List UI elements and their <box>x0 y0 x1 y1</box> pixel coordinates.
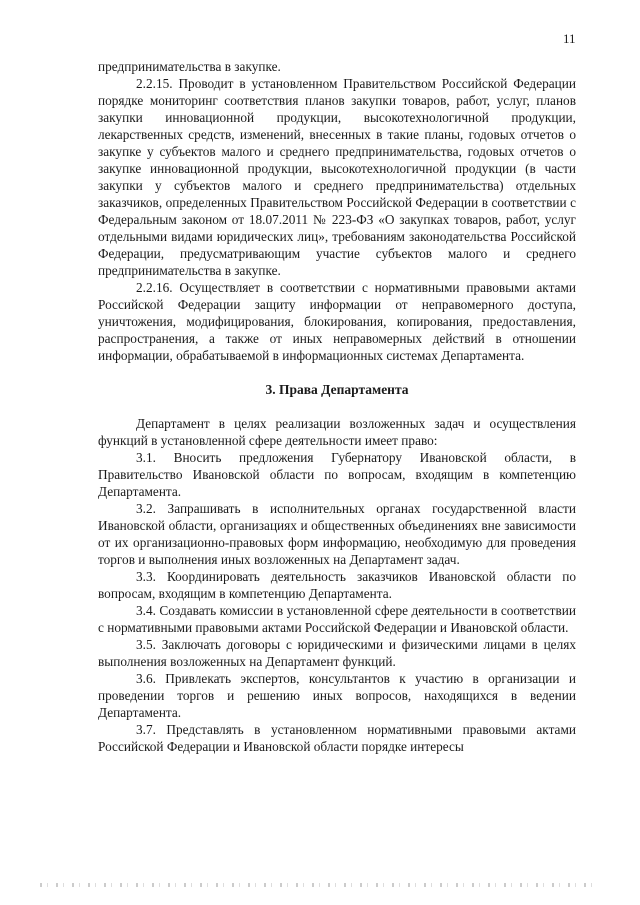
paragraph-3-3: 3.3. Координировать деятельность заказчиков Ивановской области по вопросам, входящим в компетенцию Департамента. <box>98 569 576 601</box>
paragraph-3-1: 3.1. Вносить предложения Губернатору Ивановской области, в Правительство Ивановской области по вопросам, входящим в компетенцию Департамента. <box>98 450 576 499</box>
scan-artifact <box>40 883 600 887</box>
paragraph-3-6: 3.6. Привлекать экспертов, консультантов к участию в организации и проведении торгов и решению иных вопросов, находящихся в ведении Департамента. <box>98 671 576 720</box>
paragraph-3-5: 3.5. Заключать договоры с юридическими и физическими лицами в целях выполнения возложенных на Департамент функций. <box>98 637 576 669</box>
paragraph-3-2: 3.2. Запрашивать в исполнительных органах государственной власти Ивановской области, организациях и общественных объединениях вне зависимости от их организационно-правовых форм информацию, необходимую для проведения торгов и выполнения иных возложенных на Департамент задач. <box>98 501 576 567</box>
paragraph-3-4: 3.4. Создавать комиссии в установленной сфере деятельности в соответствии с нормативными правовыми актами Российской Федерации и Ивановской области. <box>98 603 576 635</box>
paragraph-2-2-15: 2.2.15. Проводит в установленном Правительством Российской Федерации порядке мониторинг соответствия планов закупки товаров, работ, услуг, планов закупки инновационной продукции, высокотехнологичной продукции, лекарственных средств, изменений, внесенных в такие планы, годовых отчетов о закупке у субъектов малого и среднего предпринимательства, годовых отчетов о закупке инновационной продукции, высокотехнологичной продукции (в части закупки у субъектов малого и среднего предпринимательства) отдельных заказчиков, определенных Правительством Российской Федерации в соответствии с Федеральным законом от 18.07.2011 № 223-ФЗ «О закупках товаров, работ, услуг отдельными видами юридических лиц», требованиям законодательства Российской Федерации, предусматривающим участие субъектов малого и среднего предпринимательства в закупке. <box>98 76 576 278</box>
paragraph-continuation: предпринимательства в закупке. <box>98 59 281 74</box>
paragraph-intro: Департамент в целях реализации возложенных задач и осуществления функций в установленной сфере деятельности имеет право: <box>98 416 576 448</box>
document-body <box>98 58 576 755</box>
section-heading: 3. Права Департамента <box>265 382 409 397</box>
page-number: 11 <box>563 31 576 46</box>
paragraph-3-7: 3.7. Представлять в установленном нормативными правовыми актами Российской Федерации и Ивановской области порядке интересы <box>98 722 576 754</box>
paragraph-2-2-16: 2.2.16. Осуществляет в соответствии с нормативными правовыми актами Российской Федерации защиту информации от неправомерного доступа, уничтожения, модифицирования, блокирования, копирования, предоставления, распространения, а также от иных неправомерных действий в отношении информации, обрабатываемой в информационных системах Департамента. <box>98 280 576 363</box>
